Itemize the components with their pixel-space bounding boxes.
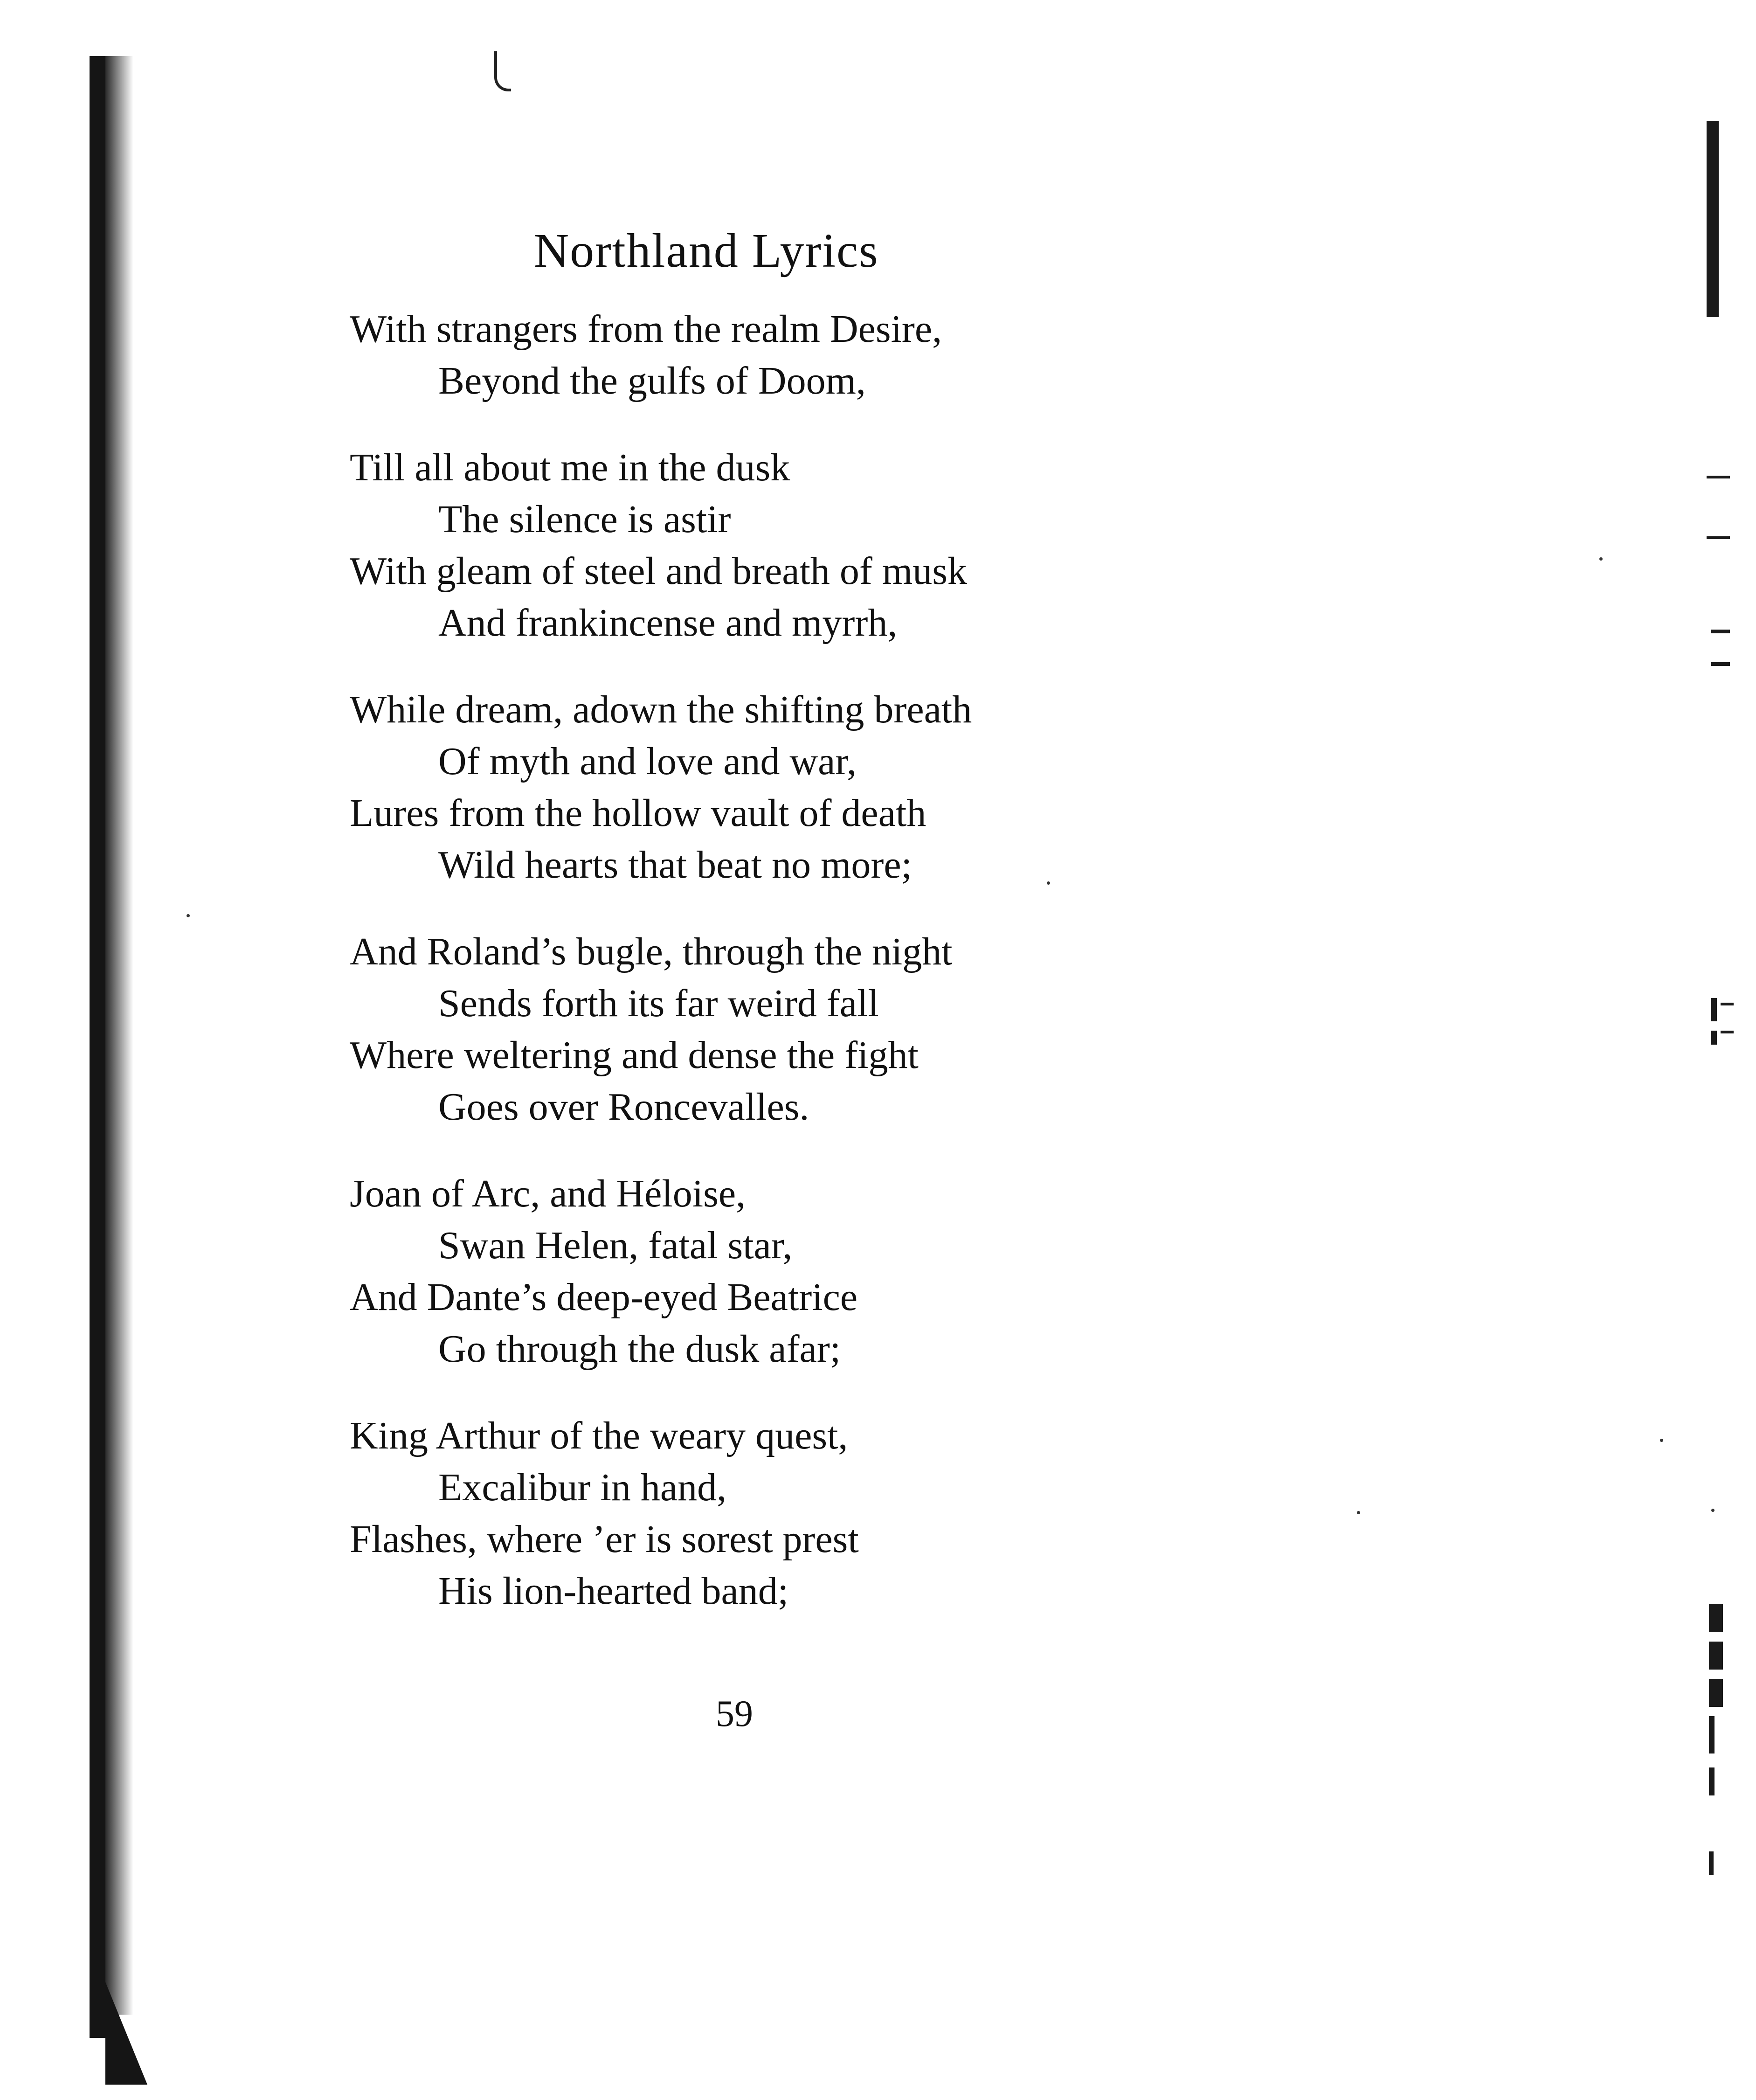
speck [1711,1509,1715,1512]
poem-line: And frankincense and myrrh, [438,601,898,645]
scan-artifact [1711,998,1717,1021]
poem-line: With gleam of steel and breath of musk [350,549,967,593]
scan-artifact [1709,1679,1723,1707]
poem-line: With strangers from the realm Desire, [350,307,942,351]
poem-line: Where weltering and dense the fight [350,1033,919,1077]
poem-line: Lures from the hollow vault of death [350,791,926,835]
scan-artifact [1721,1003,1734,1005]
scan-artifact [1711,1031,1717,1045]
poem-line: The silence is astir [438,498,731,541]
poem-line: Of myth and love and war, [438,740,857,783]
scan-artifact [1711,662,1730,666]
running-title: Northland Lyrics [534,224,879,277]
poem-line: His lion-hearted band; [438,1569,789,1613]
scan-artifact [1709,1642,1723,1670]
binding-shadow [105,56,133,2015]
poem-line: Flashes, where ’er is sorest prest [350,1518,859,1561]
poem-line: Swan Helen, fatal star, [438,1224,793,1267]
stanza [350,1410,1142,1617]
stanza [350,1168,1142,1375]
poem-line: Till all about me in the dusk [350,446,790,489]
scan-artifact [1709,1767,1715,1795]
poem-line: While dream, adown the shifting breath [350,688,972,731]
poem-line: Goes over Roncevalles. [438,1085,809,1129]
stanza [350,303,1142,407]
poem-body [350,303,1142,1652]
poem-line: Beyond the gulfs of Doom, [438,359,866,402]
poem-line: Excalibur in hand, [438,1466,727,1509]
poem-line: Sends forth its far weird fall [438,982,879,1025]
scan-artifact [1711,630,1730,633]
scan-artifact [1707,536,1730,539]
speck [1357,1511,1360,1514]
poem-line: Joan of Arc, and Héloise, [350,1172,746,1215]
page-number: 59 [716,1693,753,1734]
stanza [350,442,1142,649]
poem-line: And Dante’s deep-eyed Beatrice [350,1275,858,1319]
binding-edge [90,56,105,2038]
scan-artifact [1721,1031,1734,1033]
poem-line: And Roland’s bugle, through the night [350,930,953,973]
scan-artifact [1709,1604,1723,1632]
stanza [350,684,1142,891]
binding-foot [105,1982,147,2085]
stanza [350,926,1142,1133]
speck [1660,1439,1663,1442]
scan-artifact [1709,1851,1714,1875]
pencil-mark [494,51,511,91]
scan-artifact [1707,476,1730,478]
poem-line: King Arthur of the weary quest, [350,1414,848,1457]
poem-line: Go through the dusk afar; [438,1327,841,1371]
speck [1599,557,1603,561]
scan-artifact [1707,121,1719,317]
speck [187,914,190,917]
scan-artifact [1709,1716,1715,1753]
poem-line: Wild hearts that beat no more; [438,843,912,887]
